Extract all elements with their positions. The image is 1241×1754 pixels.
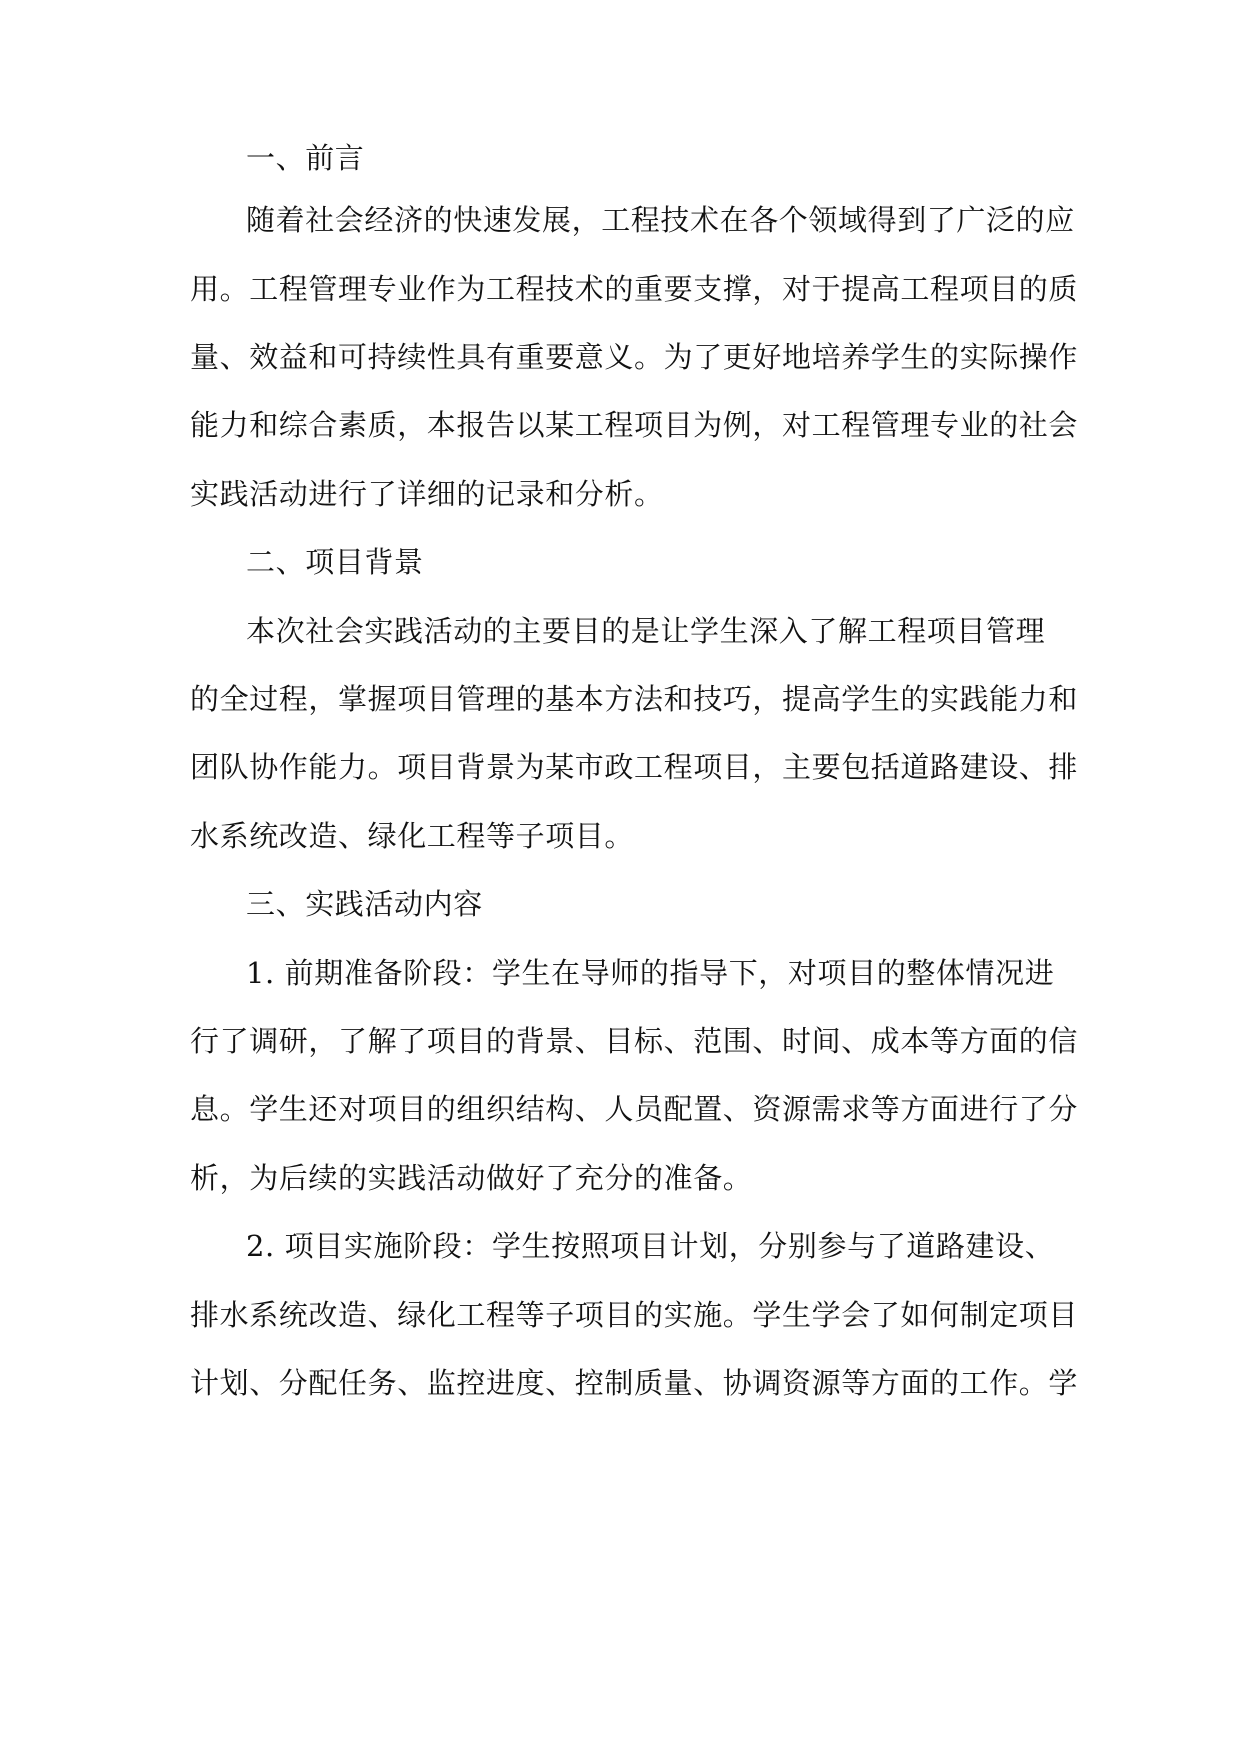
paragraph-line: 能力和综合素质，本报告以某工程项目为例，对工程管理专业的社会: [190, 408, 1079, 442]
section-heading-activities: 三、实践活动内容: [246, 887, 483, 921]
paragraph-line: 本次社会实践活动的主要目的是让学生深入了解工程项目管理: [246, 614, 1046, 648]
list-item-line: 行了调研，了解了项目的背景、目标、范围、时间、成本等方面的信: [190, 1024, 1079, 1058]
paragraph-line: 的全过程，掌握项目管理的基本方法和技巧，提高学生的实践能力和: [190, 682, 1079, 716]
paragraph-line: 用。工程管理专业作为工程技术的重要支撑，对于提高工程项目的质: [190, 272, 1079, 306]
list-item-line: 2. 项目实施阶段：学生按照项目计划，分别参与了道路建设、: [246, 1229, 1055, 1263]
list-item-line: 计划、分配任务、监控进度、控制质量、协调资源等方面的工作。学: [190, 1366, 1079, 1400]
section-heading-preface: 一、前言: [246, 141, 365, 175]
paragraph-line: 水系统改造、绿化工程等子项目。: [190, 819, 635, 853]
paragraph-line: 量、效益和可持续性具有重要意义。为了更好地培养学生的实际操作: [190, 340, 1079, 374]
paragraph-line: 随着社会经济的快速发展，工程技术在各个领域得到了广泛的应: [246, 203, 1075, 237]
list-item-line: 1. 前期准备阶段：学生在导师的指导下，对项目的整体情况进: [246, 956, 1055, 990]
list-item-line: 排水系统改造、绿化工程等子项目的实施。学生学会了如何制定项目: [190, 1298, 1079, 1332]
section-heading-background: 二、项目背景: [246, 545, 424, 579]
paragraph-line: 实践活动进行了详细的记录和分析。: [190, 477, 664, 511]
paragraph-line: 团队协作能力。项目背景为某市政工程项目，主要包括道路建设、排: [190, 750, 1079, 784]
list-item-line: 析，为后续的实践活动做好了充分的准备。: [190, 1161, 753, 1195]
list-item-line: 息。学生还对项目的组织结构、人员配置、资源需求等方面进行了分: [190, 1092, 1079, 1126]
